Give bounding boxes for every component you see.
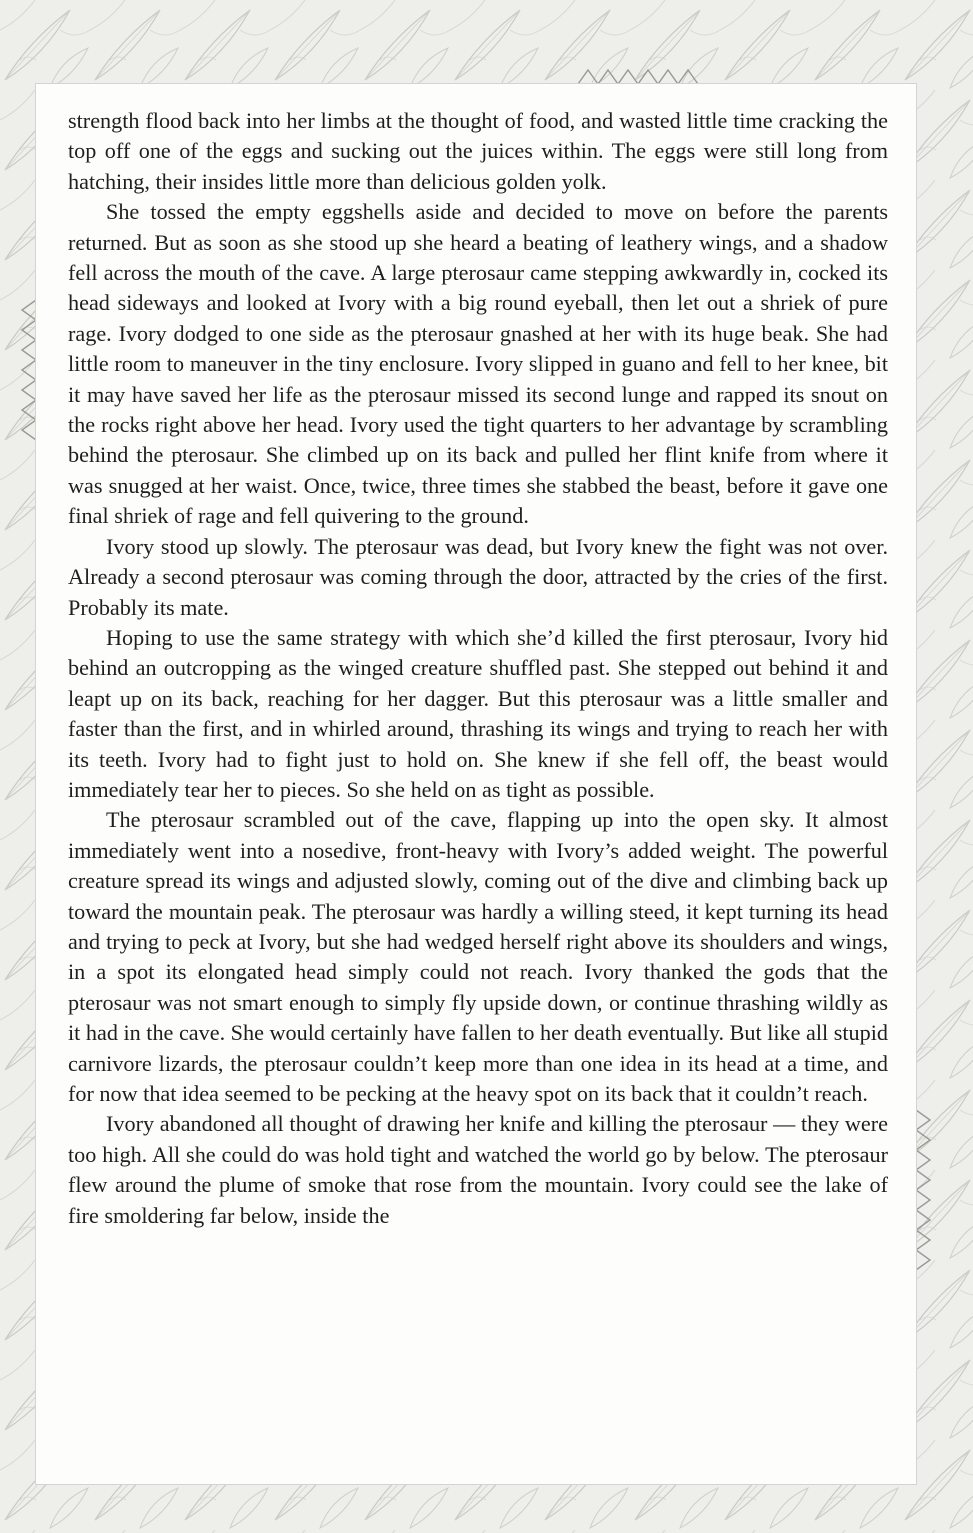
paragraph-5: The pterosaur scrambled out of the cave, flapping up into the open sky. It almost immediately went into a nosedive, front-heavy with Ivory’s added weight. The powerful creature spread its wings and adjusted slowly, coming out of the dive and climbing back up toward the mountain peak. The pterosaur was hardly a willing steed, it kept turning its head and trying to peck at Ivory, but she had wedged herself right above its shoulders and wings, in a spot its elongated head simply could not reach. Ivory thanked the gods that the pterosaur was not smart enough to simply fly upside down, or continue thrashing wildly as it had in the cave. She would certainly have fallen to her death eventually. But like all stupid carnivore lizards, the pterosaur couldn’t keep more than one idea in its head at a time, and for now that idea seemed to be pecking at the heavy spot on its back that it couldn’t reach.: [68, 807, 888, 1106]
paragraph-3: Ivory stood up slowly. The pterosaur was dead, but Ivory knew the fight was not over. Already a second pterosaur was coming through the door, attracted by the cries of the first. Probably its mate.: [68, 533, 888, 620]
story-text: [68, 106, 888, 1231]
paragraph-2: She tossed the empty eggshells aside and decided to move on before the parents returned. But as soon as she stood up she heard a beating of leathery wings, and a shadow fell across the mouth of the cave. A large pterosaur came stepping awkwardly in, cocked its head sideways and looked at Ivory with a big round eyeball, then let out a shriek of pure rage. Ivory dodged to one side as the pterosaur gnashed at her with its huge beak. She had little room to maneuver in the tiny enclosure. Ivory slipped in guano and fell to her knee, bit it may have saved her life as the pterosaur missed its second lunge and rapped its snout on the rocks right above her head. Ivory used the tight quarters to her advantage by scrambling behind the pterosaur. She climbed up on its back and pulled her flint knife from where it was snugged at her waist. Once, twice, three times she stabbed the beast, before it gave one final shriek of rage and fell quivering to the ground.: [68, 199, 888, 529]
paragraph-6: Ivory abandoned all thought of drawing her knife and killing the pterosaur — they were too high. All she could do was hold tight and watched the world go by below. The pterosaur flew around the plume of smoke that rose from the mountain. Ivory could see the lake of fire smoldering far below, inside the: [68, 1111, 888, 1228]
paragraph-4: Hoping to use the same strategy with which she’d killed the first pterosaur, Ivory hid behind an outcropping as the winged creature shuffled past. She stepped out behind it and leapt up on its back, reaching for her dagger. But this pterosaur was a little smaller and faster than the first, and in whirled around, thrashing its wings and trying to reach her with its teeth. Ivory had to fight just to hold on. She knew if she fell off, the beast would immediately tear her to pieces. So she held on as tight as possible.: [68, 624, 888, 802]
paragraph-1: strength flood back into her limbs at the thought of food, and wasted little time cracking the top off one of the eggs and sucking out the juices within. The eggs were still long from hatching, their insides little more than delicious golden yolk.: [68, 108, 888, 194]
